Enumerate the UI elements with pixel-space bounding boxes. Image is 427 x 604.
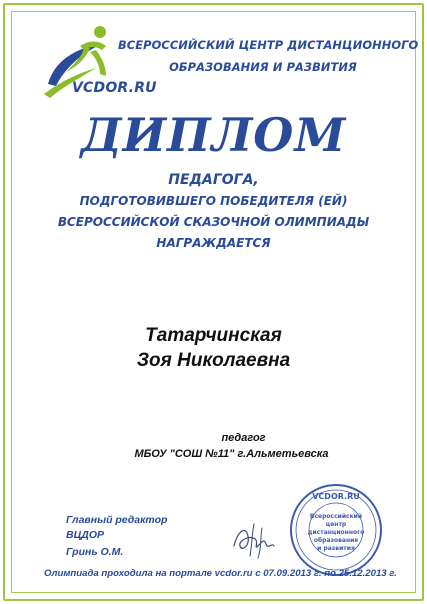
recipient-school: МБОУ "СОШ №11" г.Альметьевска: [134, 448, 329, 460]
signature-icon: [228, 516, 280, 562]
stamp-top-text: VCDOR.RU: [312, 492, 360, 501]
subtitle-line-4: НАГРАЖДАЕТСЯ: [156, 236, 271, 250]
editor-title: Главный редактор: [66, 514, 168, 526]
editor-name: Гринь О.М.: [66, 546, 124, 558]
stamp-line-5: и развития: [317, 545, 355, 552]
subtitle-line-2: ПОДГОТОВИВШЕГО ПОБЕДИТЕЛЯ (ЕЙ): [79, 194, 348, 208]
recipient-given-names: Зоя Николаевна: [136, 350, 291, 371]
org-name-line-1: ВСЕРОССИЙСКИЙ ЦЕНТР ДИСТАНЦИОННОГО: [118, 38, 419, 52]
stamp-line-1: Всероссийский: [309, 513, 363, 520]
footer-note: Олимпиада проходила на портале vcdor.ru с 07.09.2013 г. по 25.12.2013 г.: [44, 568, 397, 579]
recipient-position: педагог: [221, 432, 266, 444]
logo-text: VCDOR.RU: [72, 80, 157, 96]
editor-org: ВЦДОР: [66, 529, 104, 541]
stamp-line-2: центр: [325, 521, 347, 528]
stamp-line-4: образования: [313, 537, 359, 544]
org-name-line-2: ОБРАЗОВАНИЯ И РАЗВИТИЯ: [169, 60, 357, 74]
diploma-title: ДИПЛОМ: [80, 108, 347, 162]
subtitle-line-1: ПЕДАГОГА,: [168, 172, 259, 188]
stamp-line-3: дистанционного: [307, 529, 365, 536]
subtitle-line-3: ВСЕРОССИЙСКОЙ СКАЗОЧНОЙ ОЛИМПИАДЫ: [57, 215, 370, 229]
stamp-seal: [288, 482, 384, 578]
recipient-surname: Татарчинская: [145, 325, 282, 346]
